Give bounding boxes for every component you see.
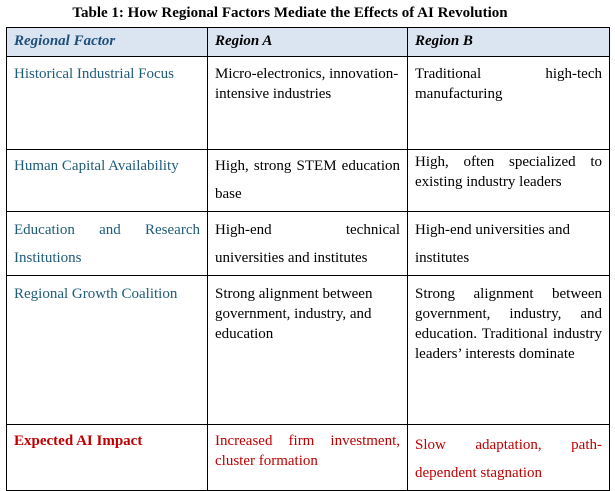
- row-region-a-cell: Increased firm investment, cluster formation: [208, 425, 408, 491]
- row-region-b-cell: Slow adaptation, path-dependent stagnation: [408, 425, 610, 491]
- row-factor-cell: Regional Growth Coalition: [7, 276, 208, 425]
- row-factor-cell: Expected AI Impact: [7, 425, 208, 491]
- table-row: [7, 425, 610, 491]
- header-region-a: Region A: [208, 28, 408, 57]
- row-factor-cell: Education and Research Institutions: [7, 212, 208, 276]
- row-region-b-cell: High, often specialized to existing industry leaders: [408, 150, 610, 212]
- row-region-a-cell: Micro-electronics, innovation-intensive industries: [208, 57, 408, 150]
- row-factor-cell: Human Capital Availability: [7, 150, 208, 212]
- table-row: [7, 276, 610, 425]
- table-row: [7, 150, 610, 212]
- row-region-b-cell: Strong alignment between government, industry, and education. Traditional industry leaders’ interests dominate: [408, 276, 610, 425]
- row-region-a-cell: High, strong STEM education base: [208, 150, 408, 212]
- table-header-row: [7, 28, 610, 57]
- table-caption: Table 1: How Regional Factors Mediate the Effects of AI Revolution: [72, 5, 508, 21]
- regional-factors-table: [6, 27, 610, 491]
- row-region-a-cell: High-end technical universities and institutes: [208, 212, 408, 276]
- table-row: [7, 57, 610, 150]
- row-region-b-cell: Traditional high-tech manufacturing: [408, 57, 610, 150]
- header-regional-factor: Regional Factor: [7, 28, 208, 57]
- row-factor-cell: Historical Industrial Focus: [7, 57, 208, 150]
- header-region-b: Region B: [408, 28, 610, 57]
- row-region-a-cell: Strong alignment between government, industry, and education: [208, 276, 408, 425]
- table-row: [7, 212, 610, 276]
- row-region-b-cell: High-end universities and institutes: [408, 212, 610, 276]
